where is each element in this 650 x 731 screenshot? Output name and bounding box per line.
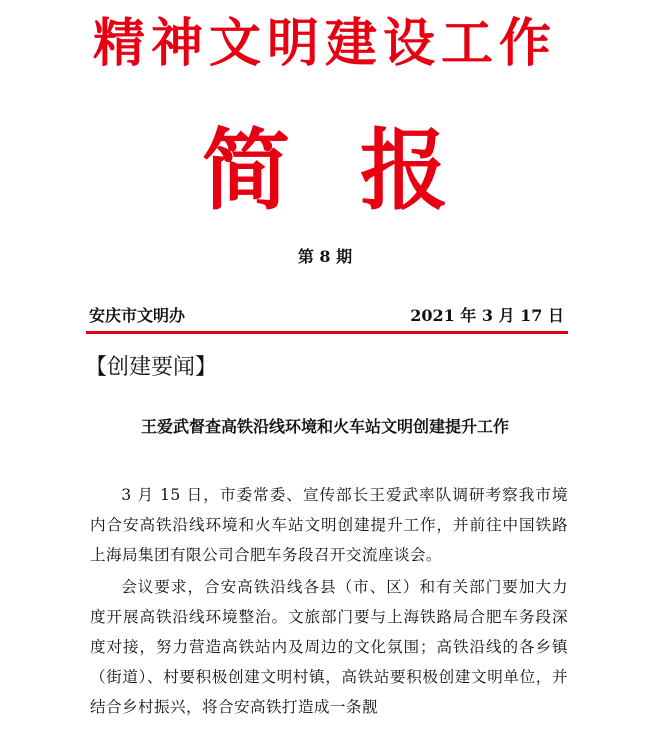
issuing-organization: 安庆市文明办	[89, 306, 186, 325]
article-headline: 王爱武督查高铁沿线环境和火车站文明创建提升工作	[140, 417, 509, 436]
red-divider	[86, 331, 568, 334]
paragraph: 会议要求，合安高铁沿线各县（市、区）和有关部门要加大力度开展高铁沿线环境整治。文旅部门要与上海铁路局合肥车务段深度对接，努力营造高铁站内及周边的文化氛围；高铁沿线的各乡镇（街道）、村要积极创建文明村镇，高铁站要积极创建文明单位，并结合乡村振兴，将合安高铁打造成一条靓	[90, 578, 568, 716]
issue-date: 2021 年 3 月 17 日	[410, 306, 564, 325]
article-body	[90, 480, 568, 724]
masthead-title: 精神文明建设工作	[92, 13, 557, 74]
bulletin-title: 简报	[201, 118, 518, 222]
issue-number: 第 8 期	[297, 247, 353, 266]
section-label: 【创建要闻】	[85, 355, 218, 380]
meta-row	[89, 303, 564, 326]
paragraph: 3 月 15 日，市委常委、宣传部长王爱武率队调研考察我市境内合安高铁沿线环境和火车站文明创建提升工作，并前往中国铁路上海局集团有限公司合肥车务段召开交流座谈会。	[90, 486, 568, 564]
